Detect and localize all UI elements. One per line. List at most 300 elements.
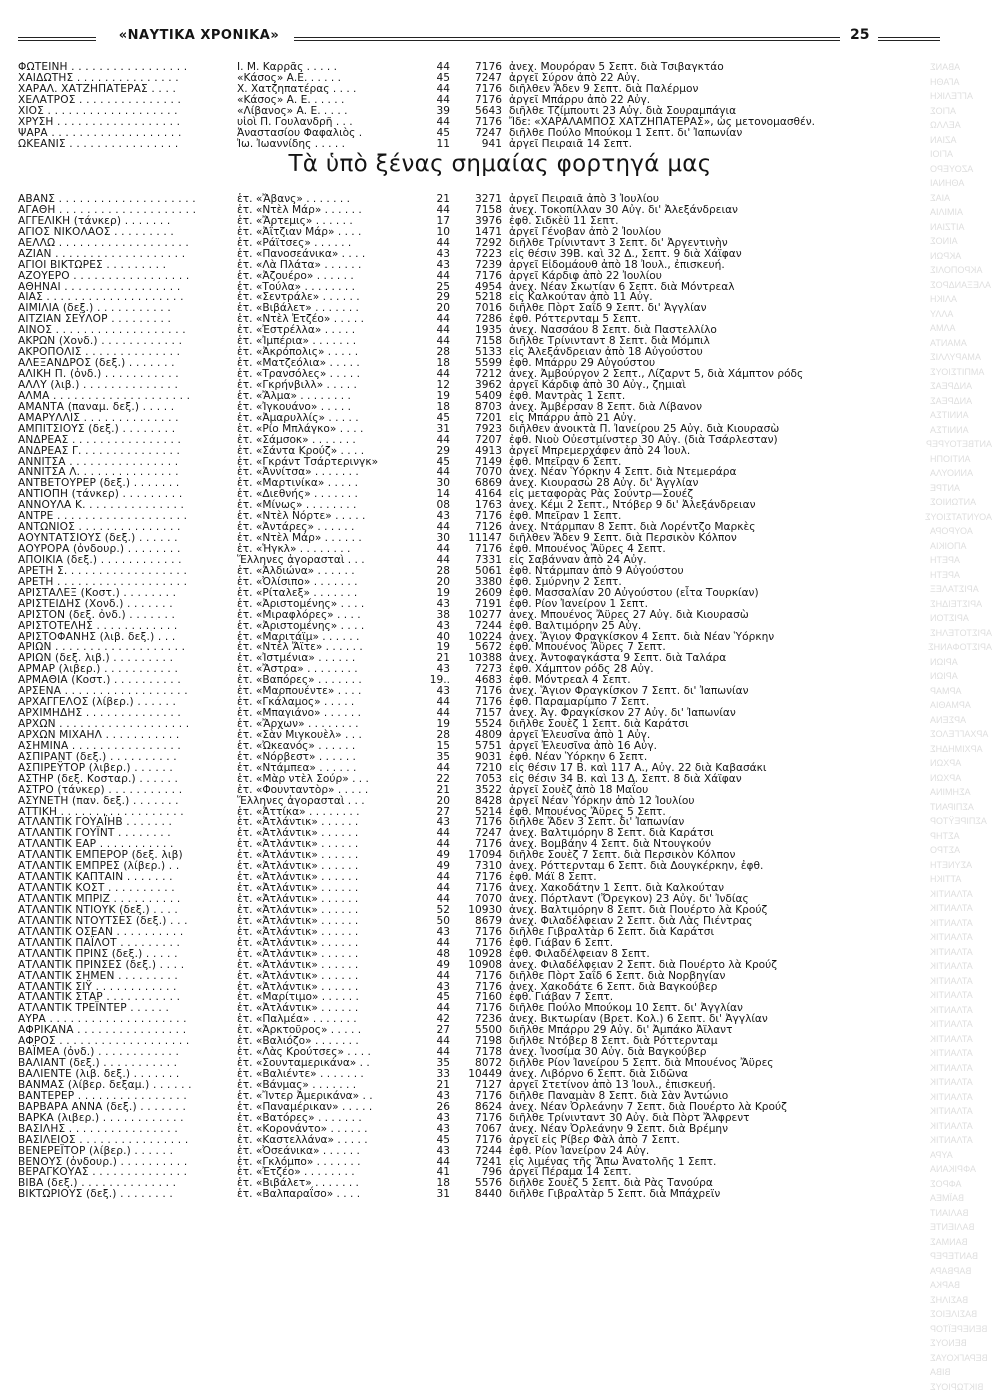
tonnage-hundreds: 35 [420, 1058, 450, 1069]
gross-tonnage: 3271 [456, 194, 502, 205]
gross-tonnage: 7149 [456, 457, 502, 468]
owner: ἑτ. «Ἴντερ Ἀμερικάνα» . . [237, 1091, 420, 1102]
tonnage-hundreds: 52 [420, 905, 450, 916]
tonnage-hundreds: 29 [420, 292, 450, 303]
tonnage-hundreds: 43 [420, 1124, 450, 1135]
tonnage-hundreds: 19 [420, 719, 450, 730]
bleed-line: ΑΣΥΝΕΤΗ [930, 858, 992, 873]
gross-tonnage: 8624 [456, 1102, 502, 1113]
gross-tonnage: 4683 [456, 675, 502, 686]
bleed-line: ΑΤΛΑΝΤΙΚ [930, 959, 992, 974]
owner: ἑτ. «Ντὲλ Μάρ» . . . . . . [237, 533, 420, 544]
bleed-line: ΑΝΔΡΕΑΣ [930, 379, 992, 394]
ship-name: ΒΑΡΒΑΡΑ ΑΝΝΑ (δεξ.) . . . . . . . [18, 1102, 233, 1113]
ship-name: ΑΡΣΕΝΑ . . . . . . . . . . . . . . . . . . [18, 686, 233, 697]
tonnage-hundreds: 27 [420, 807, 450, 818]
bleed-line: ΑΣΤΡΟ [930, 843, 992, 858]
tonnage-hundreds: 44 [420, 467, 450, 478]
ship-name: ΑΣΠΙΡΕΫΤΟΡ (λιβερ.) . . . . . . [18, 763, 233, 774]
ship-row [18, 785, 923, 796]
owner: ἑτ. «Ἀτλάντικ» . . . . . . [237, 872, 420, 883]
tonnage-hundreds: 18 [420, 358, 450, 369]
tonnage-hundreds: 19 [420, 588, 450, 599]
tonnage-hundreds: 25 [420, 282, 450, 293]
gross-tonnage: 7241 [456, 1157, 502, 1168]
ship-name: ΒΑΪΜΕΑ (ὀνδ.) . . . . . . . . . . . . [18, 1047, 233, 1058]
tonnage-hundreds: 49 [420, 861, 450, 872]
gross-tonnage: 10928 [456, 949, 502, 960]
owner: ἑτ. «Ἀτλάντικ» . . . . . . [237, 817, 420, 828]
gross-tonnage: 7126 [456, 522, 502, 533]
owner: ἑτ. «Ἀλδιώνα» . . . . . . [237, 566, 420, 577]
position-report: εἰς μεταφορὰς Ρὰς Σούντρ—Σουέζ [509, 489, 923, 500]
tonnage-hundreds: 49 [420, 960, 450, 971]
gross-tonnage: 6869 [456, 478, 502, 489]
ship-row [18, 260, 923, 271]
position-report: ἐφθ. Μπάρρυ 29 Αὐγούστου [509, 358, 923, 369]
ship-name: ΑΤΛΑΝΤΙΚ ΟΣΕΑΝ . . . . . . . . . . [18, 927, 233, 938]
bleed-line: ΑΝΝΙΤΣΑ [930, 408, 992, 423]
tonnage-hundreds: 48 [420, 949, 450, 960]
ship-name: ΑΦΡΟΣ . . . . . . . . . . . . . . . . . . . [18, 1036, 233, 1047]
position-report: διῆλθε Σουὲζ 5 Σεπτ. διὰ Ρὰς Τανούρα [509, 1178, 923, 1189]
ship-name: ΒΕΝΟΥΣ (ὀνδουρ.) . . . . . . . . . . [18, 1157, 233, 1168]
bleed-line: ΑΤΤΙΚΗ [930, 872, 992, 887]
gross-tonnage: 10449 [456, 1069, 502, 1080]
bleed-line: ΑΓΓΕΛΙΚΗ [930, 89, 992, 104]
gross-tonnage: 7176 [456, 95, 502, 106]
bleed-line: ΒΑΛΙΕΝΤΕ [930, 1220, 992, 1235]
gross-tonnage: 10224 [456, 632, 502, 643]
bleed-line: ΑΛΕΞΑΝΔΡΟΣ [930, 278, 992, 293]
ship-row [18, 1146, 923, 1157]
bleed-line: ΑΝΤΡΕ [930, 481, 992, 496]
bleed-line: ΑΝΤΙΟΠΗ [930, 452, 992, 467]
bleed-line: ΑΤΛΑΝΤΙΚ [930, 988, 992, 1003]
position-report: εἰς λιμένας τῆς Ἄπω Ἀνατολῆς 1 Σεπτ. [509, 1157, 923, 1168]
position-report: ἀνεχ. Ἀμβούργον 2 Σεπτ., Λίζαρντ 5, διὰ Χάμπτον ρόδς [509, 369, 923, 380]
tonnage-hundreds: 31 [420, 1189, 450, 1200]
bleed-line: ΑΙΤΖΙΑΝ [930, 220, 992, 235]
gross-tonnage: 7273 [456, 664, 502, 675]
gross-tonnage: 7176 [456, 817, 502, 828]
ship-name: ΑΛΕΞΑΝΔΡΟΣ (δεξ.) . . . . . . . [18, 358, 233, 369]
bleed-line: ΒΑΝΜΑΣ [930, 1235, 992, 1250]
owner: «Κάσος» Α. Ε. . . . . . [237, 95, 420, 106]
ship-name: ΑΛΜΑ . . . . . . . . . . . . . . . . . . . . [18, 391, 233, 402]
bleed-line: ΑΝΔΡΕΑΣ [930, 394, 992, 409]
tonnage-hundreds: 40 [420, 632, 450, 643]
position-report: ἐφθ. Γιάβαν 7 Σεπτ. [509, 992, 923, 1003]
page-header [18, 28, 940, 48]
bleed-line: ΑΦΡΟΣ [930, 1177, 992, 1192]
tonnage-hundreds: 29 [420, 446, 450, 457]
position-report: διῆλθε Πούλο Μπούκομ 1 Σεπτ. δι' Ἰαπωνίαν [509, 128, 923, 139]
owner: ἑτ. «Διεθνής» . . . . . . . [237, 489, 420, 500]
owner: ἑτ. «Ἀρκτοῦρος» . . . . . [237, 1025, 420, 1036]
tonnage-hundreds: 45 [420, 992, 450, 1003]
ship-name: ΑΤΤΙΚΗ . . . . . . . . . . . . . . . . . . [18, 807, 233, 818]
ship-name: ΑΛΛΥ (λιβ.) . . . . . . . . . . . . . . [18, 380, 233, 391]
tonnage-hundreds: 44 [420, 62, 450, 73]
ship-name: ΑΝΝΟΥΛΑ Κ. . . . . . . . . . . . . . . [18, 500, 233, 511]
bleed-line: ΒΕΡΑΓΚΟΥΑΣ [930, 1351, 992, 1366]
bleed-line: ΑΖΙΑΝ [930, 133, 992, 148]
tonnage-hundreds: 45 [420, 413, 450, 424]
ship-name: ΑΣΗΜΙΝΑ . . . . . . . . . . . . . . . . [18, 741, 233, 752]
position-report: ἐφθ. Ρόττερνταμ 5 Σεπτ. [509, 314, 923, 325]
tonnage-hundreds: 44 [420, 205, 450, 216]
ship-name: ΑΝΤΙΟΠΗ (τάνκερ) . . . . . . . . . [18, 489, 233, 500]
position-report: ἀνεχ. Ἀγ. Φραγκίσκον 27 Αὐγ. δι' Ἰαπωνίαν [509, 708, 923, 719]
owner: ἑτ. «Ντὲλ Ἄϊτε» . . . . . . [237, 642, 420, 653]
ship-name: ΑΙΝΟΣ . . . . . . . . . . . . . . . . . . . [18, 325, 233, 336]
bleed-line: ΑΤΛΑΝΤΙΚ [930, 1119, 992, 1134]
bleed-line: ΑΤΛΑΝΤΙΚ [930, 1090, 992, 1105]
owner: ἑτ. «Λὰ Πλάτα» . . . . . . [237, 260, 420, 271]
owner: ἑτ. «Ρίταλεξ» . . . . . . . [237, 588, 420, 599]
ship-row [18, 139, 923, 150]
owner: ἑτ. «Βαλιόζο» . . . . . . . [237, 1036, 420, 1047]
owner: ἑτ. «Ἐστρέλλα» . . . . . [237, 325, 420, 336]
gross-tonnage: 8679 [456, 916, 502, 927]
bleed-line: ΑΡΙΣΤΑΛΕΞ [930, 582, 992, 597]
ship-name: ΒΑΣΙΛΗΣ . . . . . . . . . . . . . . . . [18, 1124, 233, 1135]
ship-name: ΑΕΛΛΩ . . . . . . . . . . . . . . . . . . . [18, 238, 233, 249]
position-report: ἐφθ. Φιλαδέλφειαν 8 Σεπτ. [509, 949, 923, 960]
bleed-through-text [930, 60, 992, 1260]
position-report: ἀργεῖ Ἐλευσῖνα ἀπὸ 1 Αὐγ. [509, 730, 923, 741]
position-report: εἰς θέσιν 39Β. καὶ 32 Δ., Σεπτ. 9 διὰ Χάϊφαν [509, 249, 923, 260]
bleed-line: ΑΡΧΩΝ [930, 756, 992, 771]
gross-tonnage: 5643 [456, 106, 502, 117]
tonnage-hundreds: 44 [420, 95, 450, 106]
ship-name: ΑΤΛΑΝΤΙΚ ΝΤΙΟΥΚ (δεξ.) . . . . [18, 905, 233, 916]
owner: ἑτ. «Γκράντ Τσάρτερινγκ» [237, 457, 420, 468]
gross-tonnage: 7176 [456, 84, 502, 95]
owner: ἑτ. «Βιβάλετ» . . . . . . . [237, 303, 420, 314]
gross-tonnage: 7176 [456, 883, 502, 894]
ship-list-foreign-flag [18, 194, 923, 1200]
tonnage-hundreds: 43 [420, 1091, 450, 1102]
bleed-line: ΒΑΣΙΛΕΙΟΣ [930, 1307, 992, 1322]
ship-row [18, 271, 923, 282]
gross-tonnage: 7176 [456, 544, 502, 555]
gross-tonnage: 7176 [456, 872, 502, 883]
bleed-line: ΑΡΕΤΗ [930, 568, 992, 583]
owner: ἑτ. «Ἄστρα» . . . . . . . . [237, 664, 420, 675]
tonnage-hundreds: 35 [420, 752, 450, 763]
tonnage-hundreds: 43 [420, 260, 450, 271]
ship-name: ΑΖΙΑΝ . . . . . . . . . . . . . . . . . . . [18, 249, 233, 260]
owner: ἑτ. «Τρανσόλες» . . . . . [237, 369, 420, 380]
tonnage-hundreds: 44 [420, 555, 450, 566]
bleed-line: ΑΝΝΙΤΣΑ [930, 423, 992, 438]
owner: ἑτ. «Ὠκεανός» . . . . . . [237, 741, 420, 752]
ship-row [18, 621, 923, 632]
tonnage-hundreds: 28 [420, 347, 450, 358]
owner: ἑτ. «Ἀτλάντικ» . . . . . . [237, 927, 420, 938]
ship-row [18, 599, 923, 610]
tonnage-hundreds: 44 [420, 938, 450, 949]
owner: «Λίβανος» Α. Ε. . . . . [237, 106, 420, 117]
gross-tonnage: 7236 [456, 1014, 502, 1025]
tonnage-hundreds: 44 [420, 708, 450, 719]
gross-tonnage: 7286 [456, 314, 502, 325]
bleed-line: ΑΙΑΣ [930, 191, 992, 206]
gross-tonnage: 5576 [456, 1178, 502, 1189]
tonnage-hundreds: 08 [420, 500, 450, 511]
bleed-line: ΑΡΧΑΓΓΕΛΟΣ [930, 727, 992, 742]
gross-tonnage: 7158 [456, 205, 502, 216]
bleed-line: ΑΤΛΑΝΤΙΚ [930, 1104, 992, 1119]
tonnage-hundreds: 44 [420, 522, 450, 533]
bleed-line: ΑΜΑΝΤΑ [930, 336, 992, 351]
ship-name: ΑΡΙΩΝ (δεξ. λιβ.) . . . . . . . . . [18, 653, 233, 664]
owner: ἑτ. «Ἀμαρυλλίς» . . . . . [237, 413, 420, 424]
bleed-line: ΑΤΛΑΝΤΙΚ [930, 1017, 992, 1032]
bleed-line: ΑΤΛΑΝΤΙΚ [930, 1032, 992, 1047]
ship-name: ΑΜΑΡΥΛΛΙΣ . . . . . . . . . . . . . . [18, 413, 233, 424]
tonnage-hundreds: 43 [420, 817, 450, 828]
owner: ἑτ. «Ἀτλάντικ» . . . . . . [237, 1003, 420, 1014]
gross-tonnage: 8440 [456, 1189, 502, 1200]
position-report: διῆλθε Ντόβερ 8 Σεπτ. διὰ Ρόττερνταμ [509, 1036, 923, 1047]
ship-name: ΑΟΥΝΤΑΤΣΙΟΥΣ (δεξ.) . . . . . . [18, 533, 233, 544]
owner: ἑτ. «Νόρβεστ» . . . . . . [237, 752, 420, 763]
position-report: διῆλθεν ἀνοικτὰ Π. Ἰανείρου 25 Αὐγ. διὰ Κιουρασὼ [509, 424, 923, 435]
gross-tonnage: 7247 [456, 128, 502, 139]
ship-name: ΧΡΥΣΗ . . . . . . . . . . . . . . . . . . [18, 117, 233, 128]
ship-name: ΑΓΙΟΙ ΒΙΚΤΩΡΕΣ . . . . . . . . . [18, 260, 233, 271]
tonnage-hundreds: 44 [420, 763, 450, 774]
owner: ἑτ. «Ἀτλάντικ» . . . . . . [237, 916, 420, 927]
position-report: ἀνεχ. Βαλτιμόρην 8 Σεπτ. διὰ Πουέρτο λὰ Κρούζ [509, 905, 923, 916]
bleed-line: ΑΡΙΩΝ [930, 655, 992, 670]
ship-name: ΑΤΛΑΝΤΙΚ ΚΟΣΤ . . . . . . . . . . [18, 883, 233, 894]
bleed-line: ΑΤΛΑΝΤΙΚ [930, 974, 992, 989]
bleed-line: ΑΚΡΟΠΟΛΙΣ [930, 263, 992, 278]
tonnage-hundreds: 43 [420, 1113, 450, 1124]
tonnage-hundreds: 44 [420, 325, 450, 336]
owner: ἑτ. «Ἀτλάντικ» . . . . . . [237, 971, 420, 982]
gross-tonnage: 1935 [456, 325, 502, 336]
ship-row [18, 774, 923, 785]
position-report: διῆλθε Παναμὰν 8 Σεπτ. διὰ Σὰν Ἀντώνιο [509, 1091, 923, 1102]
bleed-line: ΑΤΛΑΝΤΙΚ [930, 1061, 992, 1076]
page-number: 25 [850, 27, 869, 43]
bleed-line: ΑΝΤΒΕΤΟΥΡΕΡ [930, 437, 992, 452]
position-report: ἐφθ. Ντάρμπαν ἀπὸ 9 Αὐγούστου [509, 566, 923, 577]
gross-tonnage: 8072 [456, 1058, 502, 1069]
tonnage-hundreds: 44 [420, 271, 450, 282]
owner: ἑτ. «Γκρήνβιλλ» . . . . . [237, 380, 420, 391]
position-report: ἀνεχ. Ντάρμπαν 8 Σεπτ. διὰ Λορέντζο Μαρκὲς [509, 522, 923, 533]
owner: ἑτ. «Ὀσεάνικα» . . . . . . [237, 1146, 420, 1157]
position-report: ἐφθ. Γιάβαν 6 Σεπτ. [509, 938, 923, 949]
ship-name: ΑΘΗΝΑΙ . . . . . . . . . . . . . . . . . [18, 282, 233, 293]
ship-name: ΑΡΙΣΤΟΤΕΛΗΣ . . . . . . . . . . . . [18, 621, 233, 632]
position-report: διῆλθε Τρίνινταντ 8 Σεπτ. διὰ Μόμπιλ [509, 336, 923, 347]
owner: ἑτ. «Μαρίτιμο» . . . . . . [237, 992, 420, 1003]
tonnage-hundreds: 43 [420, 621, 450, 632]
bleed-line: ΑΓΙΟΣ [930, 104, 992, 119]
ship-row [18, 971, 923, 982]
gross-tonnage: 7176 [456, 839, 502, 850]
ship-name: ΦΩΤΕΙΝΗ . . . . . . . . . . . . . . . . . [18, 62, 233, 73]
masthead: «ΝΑΥΤΙΚΑ ΧΡΟΝΙΚΑ» [114, 28, 284, 43]
gross-tonnage: 7244 [456, 621, 502, 632]
ship-name: ΑΡΙΣΤΟΦΑΝΗΣ (λιβ. δεξ.) . . . [18, 632, 233, 643]
gross-tonnage: 5672 [456, 642, 502, 653]
gross-tonnage: 7176 [456, 511, 502, 522]
tonnage-hundreds: 44 [420, 435, 450, 446]
owner: υἱοὶ Π. Γουλανδρῆ . . . [237, 117, 420, 128]
bleed-line: ΒΑΡΒΑΡΑ [930, 1264, 992, 1279]
tonnage-hundreds: 45 [420, 1135, 450, 1146]
gross-tonnage: 7247 [456, 828, 502, 839]
bleed-line: ΑΡΙΣΤΟΤΕΛΗΣ [930, 626, 992, 641]
ship-name: ΑΤΛΑΝΤΙΚ ΓΟΥΪΝΤ . . . . . . . . [18, 828, 233, 839]
gross-tonnage: 7067 [456, 1124, 502, 1135]
bleed-line: ΑΓΙΟΙ [930, 147, 992, 162]
owner: ἑτ. «Ἀτλάντικ» . . . . . . [237, 905, 420, 916]
ship-name: ΑΡΜΑΘΙΑ (Κοστ.) . . . . . . . . . . [18, 675, 233, 686]
owner: ἑτ. «Ἀττίκα» . . . . . . . . [237, 807, 420, 818]
tonnage-hundreds: 44 [420, 238, 450, 249]
tonnage-hundreds: 26 [420, 1102, 450, 1113]
tonnage-hundreds: 50 [420, 916, 450, 927]
position-report: διῆλθε Πὸρτ Σαΐδ 9 Σεπτ. δι' Ἀγγλίαν [509, 303, 923, 314]
ship-name: ΑΙΤΖΙΑΝ ΣΕΫΛΟΡ . . . . . . . . . [18, 314, 233, 325]
gross-tonnage: 7178 [456, 1047, 502, 1058]
ship-name: ΑΡΙΩΝ . . . . . . . . . . . . . . . . . . . [18, 642, 233, 653]
position-report: ἀνεχ. Ἅγιον Φραγκίσκον 4 Σεπτ. διὰ Νέαν Ὑόρκην [509, 632, 923, 643]
ship-name: ΑΜΠΙΤΣΙΟΥΣ (δεξ.) . . . . . . . . [18, 424, 233, 435]
ship-name: ΑΡΙΣΤΑΛΕΞ (Κοστ.) . . . . . . . . [18, 588, 233, 599]
owner: ἑτ. «Γκάλαμος» . . . . . [237, 697, 420, 708]
ship-name: ΑΓΑΘΗ . . . . . . . . . . . . . . . . . . . . [18, 205, 233, 216]
position-report: διῆλθε Γιβραλτὰρ 6 Σεπτ. διὰ Καράτσι [509, 927, 923, 938]
bleed-line: ΑΛΙΚΗ [930, 292, 992, 307]
bleed-line: ΑΜΑΡΥΛΛΙΣ [930, 350, 992, 365]
gross-tonnage: 5133 [456, 347, 502, 358]
position-report: διῆλθεν Ἄδεν 9 Σεπτ. διὰ Παλέρμον [509, 84, 923, 95]
tonnage-hundreds: 44 [420, 971, 450, 982]
position-report: ἀνεχ. Φιλαδέλφειαν 2 Σεπτ. διὰ Πουέρτο λὰ Κρούζ [509, 960, 923, 971]
gross-tonnage: 7223 [456, 249, 502, 260]
tonnage-hundreds: 43 [420, 511, 450, 522]
tonnage-hundreds: 20 [420, 303, 450, 314]
owner: Ἀναστασίου Φαφαλιὸς . [237, 128, 420, 139]
position-report: ἀργεῖ Πειραιᾶ ἀπὸ 3 Ἰουλίου [509, 194, 923, 205]
gross-tonnage: 796 [456, 1167, 502, 1178]
ship-name: ΑΝΤΡΕ . . . . . . . . . . . . . . . . . . . [18, 511, 233, 522]
bleed-line: ΑΠΟΙΚΙΑ [930, 539, 992, 554]
tonnage-hundreds: 38 [420, 610, 450, 621]
ship-row [18, 1135, 923, 1146]
owner: ἑτ. «Καστελλάνα» . . . . . [237, 1135, 420, 1146]
position-report: ἀνεχ. Ἀμβέρσαν 8 Σεπτ. διὰ Λίβανον [509, 402, 923, 413]
ship-name: ΑΚΡΟΠΟΛΙΣ . . . . . . . . . . . . . . [18, 347, 233, 358]
bleed-line: ΒΙΚΤΩΡΙΟΥΣ [930, 1380, 992, 1394]
gross-tonnage: 7176 [456, 271, 502, 282]
bleed-line: ΑΡΧΙΜΗΔΗΣ [930, 742, 992, 757]
bleed-line: ΑΣΠΙΡΕΫΤΟΡ [930, 814, 992, 829]
position-report: ἐφθ. Νιοὺ Οὐεστμίνστερ 30 Αὐγ. (διὰ Τσάρλεσταν) [509, 435, 923, 446]
position-report: ἐφθ. Μαντρὰς 1 Σεπτ. [509, 391, 923, 402]
ship-row [18, 796, 923, 807]
tonnage-hundreds: 44 [420, 828, 450, 839]
position-report: ἐφθ. Μπουένος Ἄϋρες 5 Σεπτ. [509, 807, 923, 818]
bleed-line: ΑΡΧΩΝ [930, 771, 992, 786]
ship-name: ΑΤΛΑΝΤΙΚ ΠΡΙΝΣΕΣ (δεξ.) . . . . [18, 960, 233, 971]
gross-tonnage: 7160 [456, 992, 502, 1003]
position-report: διῆλθε Τρίνινταντ 3 Σεπτ. δι' Ἀργεντινὴν [509, 238, 923, 249]
bleed-line: ΑΤΛΑΝΤΙΚ [930, 1133, 992, 1148]
tonnage-hundreds: 22 [420, 774, 450, 785]
position-report: ἐφθ. Μπεῖραν 1 Σεπτ. [509, 511, 923, 522]
position-report: ἀργεῖ Γένοβαν ἀπὸ 2 Ἰουλίου [509, 227, 923, 238]
position-report: διῆλθε Μπάρρυ 29 Αὐγ. δι' Ἀμπάκο Ἀϊλαντ [509, 1025, 923, 1036]
gross-tonnage: 7127 [456, 1080, 502, 1091]
position-report: διῆλθεν Ἄδεν 9 Σεπτ. διὰ Περσικὸν Κόλπον [509, 533, 923, 544]
ship-name: ΑΓΙΟΣ ΝΙΚΟΛΑΟΣ . . . . . . . . . [18, 227, 233, 238]
gross-tonnage: 7310 [456, 861, 502, 872]
gross-tonnage: 3962 [456, 380, 502, 391]
owner: Ι. Μ. Καρρᾶς . . . . . [237, 62, 420, 73]
ship-name: ΑΡΧΑΓΓΕΛΟΣ (λίβερ.) . . . . . . [18, 697, 233, 708]
ship-row [18, 610, 923, 621]
position-report: διῆλθε Ρίον Ἰανείρου 5 Σεπτ. διὰ Μπουένος Ἄϋρες [509, 1058, 923, 1069]
owner: ἑτ. «Ἀτλάντικ» . . . . . . [237, 883, 420, 894]
position-report: ἐφθ. Μπουένος Ἄϋρες 4 Σεπτ. [509, 544, 923, 555]
owner: ἑτ. «Ντὲλ Νόρτε» . . . . . [237, 511, 420, 522]
owner: ἑτ. «Ἀντάρες» . . . . . . [237, 522, 420, 533]
owner: ἑτ. «Ἄβανς» . . . . . . . [237, 194, 420, 205]
bleed-line: ΑΥΡΑ [930, 1148, 992, 1163]
tonnage-hundreds: 27 [420, 1025, 450, 1036]
bleed-line: ΑΡΜΑΡ [930, 684, 992, 699]
ship-name: ΑΝΝΙΤΣΑ . . . . . . . . . . . . . . . . [18, 457, 233, 468]
ship-name: ΑΙΜΙΛΙΑ (δεξ.) . . . . . . . . . . . [18, 303, 233, 314]
tonnage-hundreds: 30 [420, 478, 450, 489]
bleed-line: ΑΤΛΑΝΤΙΚ [930, 1075, 992, 1090]
tonnage-hundreds: 44 [420, 336, 450, 347]
ship-name: ΒΑΝΤΕΡΕΡ . . . . . . . . . . . . . . . . [18, 1091, 233, 1102]
position-report: ἀνεχ. Πόρτλαντ (Ὄρεγκον) 23 Αὐγ. δι' Ἰνδίας [509, 894, 923, 905]
bleed-line: ΑΤΛΑΝΤΙΚ [930, 945, 992, 960]
gross-tonnage: 941 [456, 139, 502, 150]
owner: ἑτ. «Ἀτλάντικ» . . . . . . [237, 828, 420, 839]
owner: ἑτ. «Ντὲλ Ἐτζέο» . . . . . [237, 314, 420, 325]
position-report: ἀνεχ. Χακοδάτε 6 Σεπτ. διὰ Βαγκούβερ [509, 982, 923, 993]
gross-tonnage: 7191 [456, 599, 502, 610]
ship-name: ΑΒΑΝΣ . . . . . . . . . . . . . . . . . . . . [18, 194, 233, 205]
tonnage-hundreds: 44 [420, 369, 450, 380]
tonnage-hundreds: 44 [420, 544, 450, 555]
tonnage-hundreds: 28 [420, 566, 450, 577]
position-report: εἰς θέσιν 34 Β. καὶ 13 Δ. Σεπτ. 8 διὰ Χάϊφαν [509, 774, 923, 785]
gross-tonnage: 7247 [456, 73, 502, 84]
tonnage-hundreds: 44 [420, 1157, 450, 1168]
bleed-line: ΒΑΣΙΛΗΣ [930, 1293, 992, 1308]
position-report: διῆλθε Ἄδεν 3 Σεπτ. δι' Ἰαπωνίαν [509, 817, 923, 828]
position-report: ἀργεῖ Σύρον ἀπὸ 22 Αὐγ. [509, 73, 923, 84]
owner: ἑτ. «Ἀζουέρο» . . . . . . [237, 271, 420, 282]
gross-tonnage: 7176 [456, 1091, 502, 1102]
position-report: ἀνεχ. Βομβάην 4 Σεπτ. διὰ Ντουγκούν [509, 839, 923, 850]
